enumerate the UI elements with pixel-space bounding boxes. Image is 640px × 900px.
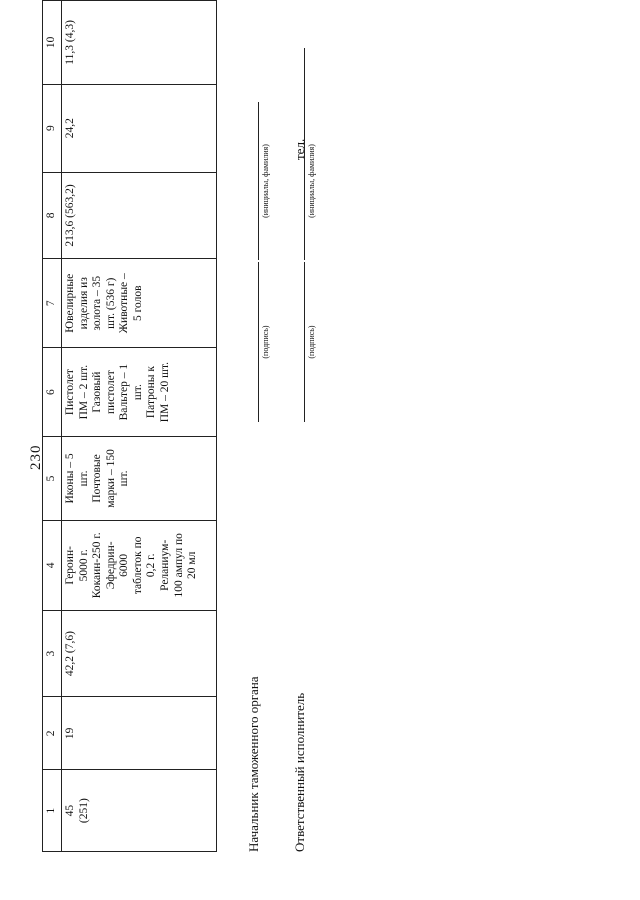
executor-label: Ответственный исполнитель [292, 692, 307, 852]
column-number: 10 [43, 1, 62, 85]
column-number: 5 [43, 437, 62, 521]
head-name-caption: (инициалы, фамилия) [261, 144, 270, 218]
executor-sign-caption: (подпись) [307, 325, 316, 359]
table-cell: 42,2 (7,6) [62, 610, 217, 697]
head-sign-caption: (подпись) [261, 325, 270, 359]
table-cell: 11,3 (4,3) [62, 1, 217, 85]
head-label: Начальник таможенного органа [246, 676, 261, 852]
table-cell: 213,6 (563,2) [62, 172, 217, 259]
column-number-row [43, 1, 62, 852]
executor-name-caption: (инициалы, фамилия) [307, 144, 316, 218]
column-number: 6 [43, 348, 62, 437]
column-number: 7 [43, 259, 62, 348]
column-number: 3 [43, 610, 62, 697]
executor-tel-line [304, 48, 305, 132]
table-cell: Пистолет ПМ – 2 шт. Газовый пистолет Вальтер – 1 шт. Патроны к ПМ – 20 шт. [62, 348, 217, 437]
executor-signature-line [304, 262, 305, 422]
executor-tel-label: тел. [292, 138, 307, 160]
column-number: 2 [43, 697, 62, 770]
column-number: 1 [43, 770, 62, 852]
seizure-table [42, 0, 217, 852]
table-cell: 19 [62, 697, 217, 770]
table-cell: Иконы – 5 шт. Почтовые марки – 150 шт. [62, 437, 217, 521]
head-signature-line [258, 262, 259, 422]
column-number: 4 [43, 520, 62, 610]
table-row [62, 1, 217, 852]
head-name-line [258, 102, 259, 260]
column-number: 8 [43, 172, 62, 259]
table-cell: Героин- 5000 г. Кокаин-250 г. Эфедрин- 6000 таблеток по 0,2 г. Реланиум- 100 ампул по 20 мл [62, 520, 217, 610]
table-cell: 24,2 [62, 84, 217, 172]
page-number: 230 [28, 444, 44, 470]
column-number: 9 [43, 84, 62, 172]
table-cell: 45 (251) [62, 770, 217, 852]
table-cell: Ювелирные изделия из золота – 35 шт. (536 г) Животные – 5 голов [62, 259, 217, 348]
